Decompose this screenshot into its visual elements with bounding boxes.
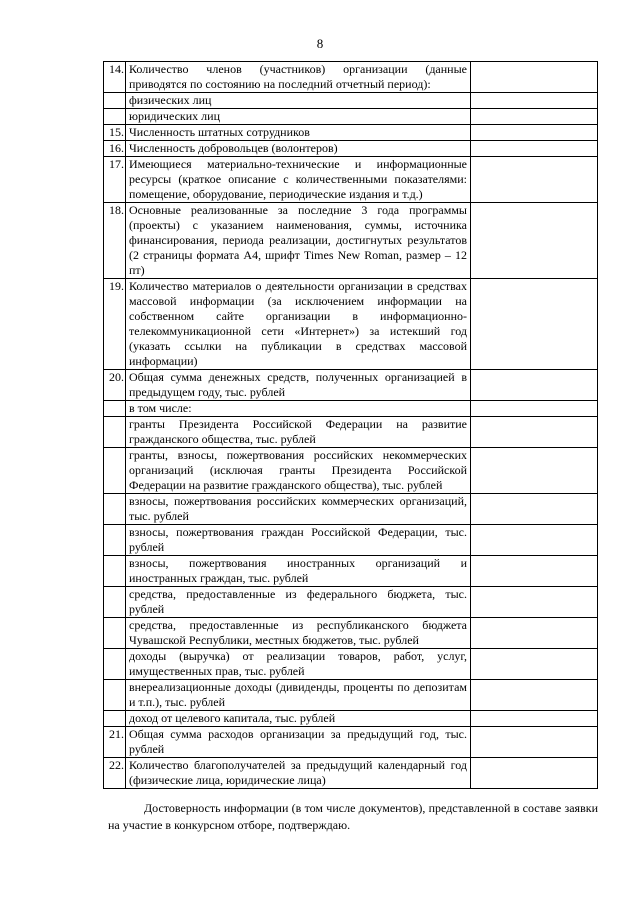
table-row bbox=[104, 62, 598, 93]
row-label: Количество материалов о деятельности организации в средствах массовой информации (за исключением информации на собственном сайте организации в информационно-телекоммуникационной сети «Интернет») за истекший год (указать ссылки на публикации в средствах массовой информации) bbox=[126, 279, 471, 370]
row-label: в том числе: bbox=[126, 401, 471, 417]
row-number: 19. bbox=[104, 279, 126, 370]
row-label: доход от целевого капитала, тыс. рублей bbox=[126, 711, 471, 727]
value-cell[interactable] bbox=[471, 417, 598, 448]
value-cell[interactable] bbox=[471, 62, 598, 93]
value-cell[interactable] bbox=[471, 125, 598, 141]
value-cell[interactable] bbox=[471, 93, 598, 109]
value-cell[interactable] bbox=[471, 758, 598, 789]
value-cell[interactable] bbox=[471, 494, 598, 525]
row-number: 20. bbox=[104, 370, 126, 401]
value-cell[interactable] bbox=[471, 279, 598, 370]
application-form-table bbox=[103, 61, 598, 789]
row-label: доходы (выручка) от реализации товаров, работ, услуг, имущественных прав, тыс. рублей bbox=[126, 649, 471, 680]
table-row bbox=[104, 618, 598, 649]
row-number bbox=[104, 401, 126, 417]
row-number: 17. bbox=[104, 157, 126, 203]
confirmation-statement: Достоверность информации (в том числе документов), представленной в составе заявки на участие в конкурсном отборе, подтверждаю. bbox=[108, 801, 598, 832]
value-cell[interactable] bbox=[471, 157, 598, 203]
row-number: 18. bbox=[104, 203, 126, 279]
row-number bbox=[104, 680, 126, 711]
table-row bbox=[104, 525, 598, 556]
row-number bbox=[104, 711, 126, 727]
table-row bbox=[104, 141, 598, 157]
page-number: 8 bbox=[316, 36, 324, 51]
value-cell[interactable] bbox=[471, 618, 598, 649]
table-row bbox=[104, 556, 598, 587]
table-row bbox=[104, 93, 598, 109]
table-row bbox=[104, 649, 598, 680]
table-row bbox=[104, 279, 598, 370]
row-label: юридических лиц bbox=[126, 109, 471, 125]
row-number bbox=[104, 525, 126, 556]
value-cell[interactable] bbox=[471, 525, 598, 556]
value-cell[interactable] bbox=[471, 448, 598, 494]
row-label: Количество благополучателей за предыдущий календарный год (физические лица, юридические лица) bbox=[126, 758, 471, 789]
table-row bbox=[104, 417, 598, 448]
table-row bbox=[104, 401, 598, 417]
row-label: взносы, пожертвования иностранных организаций и иностранных граждан, тыс. рублей bbox=[126, 556, 471, 587]
table-row bbox=[104, 680, 598, 711]
row-number bbox=[104, 649, 126, 680]
row-number bbox=[104, 556, 126, 587]
row-number bbox=[104, 448, 126, 494]
value-cell[interactable] bbox=[471, 401, 598, 417]
row-number bbox=[104, 417, 126, 448]
value-cell[interactable] bbox=[471, 370, 598, 401]
row-label: средства, предоставленные из федерального бюджета, тыс. рублей bbox=[126, 587, 471, 618]
row-label: взносы, пожертвования граждан Российской Федерации, тыс. рублей bbox=[126, 525, 471, 556]
table-row bbox=[104, 157, 598, 203]
row-label: средства, предоставленные из республиканского бюджета Чувашской Республики, местных бюджетов, тыс. рублей bbox=[126, 618, 471, 649]
value-cell[interactable] bbox=[471, 649, 598, 680]
row-number: 21. bbox=[104, 727, 126, 758]
row-label: Имеющиеся материально-технические и информационные ресурсы (краткое описание с количественными показателями: помещение, оборудование, периодические издания и т.д.) bbox=[126, 157, 471, 203]
table-row bbox=[104, 448, 598, 494]
value-cell[interactable] bbox=[471, 556, 598, 587]
row-label: гранты, взносы, пожертвования российских некоммерческих организаций (исключая гранты Президента Российской Федерации на развитие гражданского общества), тыс. рублей bbox=[126, 448, 471, 494]
value-cell[interactable] bbox=[471, 680, 598, 711]
table-row bbox=[104, 587, 598, 618]
row-label: Численность добровольцев (волонтеров) bbox=[126, 141, 471, 157]
table-row bbox=[104, 125, 598, 141]
row-number: 16. bbox=[104, 141, 126, 157]
row-label: Численность штатных сотрудников bbox=[126, 125, 471, 141]
row-label: Основные реализованные за последние 3 года программы (проекты) с указанием наименования, суммы, источника финансирования, периода реализации, достигнутых результатов (2 страницы формата А4, шрифт Times New Roman, размер – 12 пт) bbox=[126, 203, 471, 279]
row-label: Общая сумма расходов организации за предыдущий год, тыс. рублей bbox=[126, 727, 471, 758]
row-number bbox=[104, 618, 126, 649]
value-cell[interactable] bbox=[471, 203, 598, 279]
row-number: 14. bbox=[104, 62, 126, 93]
table-row bbox=[104, 494, 598, 525]
row-label: внереализационные доходы (дивиденды, проценты по депозитам и т.п.), тыс. рублей bbox=[126, 680, 471, 711]
row-number bbox=[104, 109, 126, 125]
row-number bbox=[104, 494, 126, 525]
row-label: взносы, пожертвования российских коммерческих организаций, тыс. рублей bbox=[126, 494, 471, 525]
table-row bbox=[104, 711, 598, 727]
table-row bbox=[104, 758, 598, 789]
value-cell[interactable] bbox=[471, 587, 598, 618]
row-label: гранты Президента Российской Федерации на развитие гражданского общества, тыс. рублей bbox=[126, 417, 471, 448]
row-number: 15. bbox=[104, 125, 126, 141]
row-label: Количество членов (участников) организации (данные приводятся по состоянию на последний отчетный период): bbox=[126, 62, 471, 93]
table-row bbox=[104, 203, 598, 279]
table-row bbox=[104, 727, 598, 758]
row-number: 22. bbox=[104, 758, 126, 789]
row-label: физических лиц bbox=[126, 93, 471, 109]
row-label: Общая сумма денежных средств, полученных организацией в предыдущем году, тыс. рублей bbox=[126, 370, 471, 401]
value-cell[interactable] bbox=[471, 727, 598, 758]
row-number bbox=[104, 93, 126, 109]
row-number bbox=[104, 587, 126, 618]
value-cell[interactable] bbox=[471, 711, 598, 727]
table-row bbox=[104, 109, 598, 125]
table-row bbox=[104, 370, 598, 401]
value-cell[interactable] bbox=[471, 109, 598, 125]
value-cell[interactable] bbox=[471, 141, 598, 157]
